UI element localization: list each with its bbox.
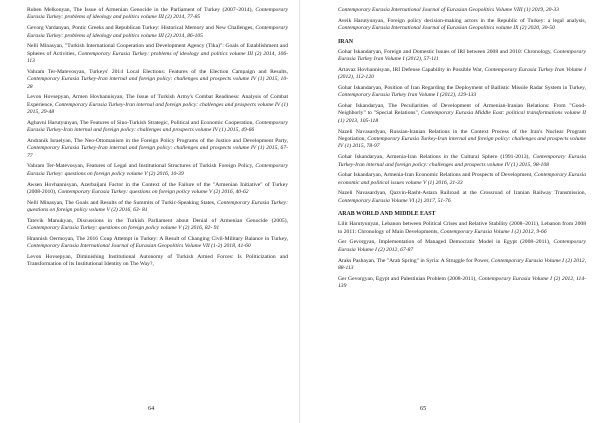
left-entry-list <box>27 7 288 272</box>
entry-author-title: Nazeli Navasardyan, Qazvin-Rasht-Astara Railroad at the Crossroad of Iranian Railway Transmission, <box>338 190 586 197</box>
entry-journal-citation: Contemporary Eurasia International Journal of Eurasian Geopolitics Volume VII (1-2) 2018, 41-60 <box>27 243 251 250</box>
entry-author-title: Gohar Iskandaryan, The Peculiarities of Development of Armenian-Iranian Relations: From "Good-Neighborly" to "Special Relations", <box>338 103 586 117</box>
entry-journal-citation: Contemporary Eurasia Volume VI (2) 2017, 51-76 <box>338 197 451 204</box>
entry-journal-citation: Contemporary Eurasia Turkey: questions on foreign policy volume V (2) 2016, 63- 81 <box>27 199 288 214</box>
entry-journal-citation: Contemporary Eurasia Turkey-Iran internal and foreign policy: challenges and prospects volume IV (1) 2015, 10-28 <box>27 76 288 90</box>
carryover-text: Contemporary Eurasia International Journal of Eurasian Geopolitics Volume VIII (1) 2019, 20-33 <box>338 7 559 13</box>
entry-journal-citation: Contemporary Eurasia Middle East: political transformations volume II (1) 2013, 105-118 <box>338 110 586 124</box>
entry-author-title: Levon Hovsepyan, Armen Hovhannisyan, The Issue of Turkish Army's Combat Readiness: Analysis of Combat Experience, <box>27 94 288 108</box>
bibliography-entry <box>338 103 586 125</box>
entry-author-title: Andranik Israelyan, The Neo-Ottomanism in the Foreign Policy Programs of the Justice and Development Party, <box>27 137 288 144</box>
bibliography-entry <box>338 172 586 187</box>
entry-journal-citation: Contemporary Eurasia Volume I (2) 2012, 9-66 <box>440 228 547 235</box>
bibliography-entry <box>27 69 288 91</box>
entry-author-title: Levon Hovsepyan, Diminishing Institutional Autonomy of Turkish Armed Forces: Is Politicization and Transformation of its Institutional Identity on The Way?, <box>27 253 288 268</box>
right-pre-entry-list <box>338 18 586 36</box>
bibliography-entry <box>338 190 586 205</box>
entry-author-title: Gohar Iskandaryan, Position of Iran Regarding the Deployment of Ballistic Missile Radar System in Turkey, <box>338 84 586 91</box>
entry-journal-citation: Contemporary Eurasia Turkey Iran Volume I (2012), 57-111 <box>338 48 586 63</box>
entry-author-title: Gohar Iskandaryan, Armenia-Iran Economic Relations and Prospects of Development, <box>338 172 535 179</box>
entry-author-title: Gohar Iskandaryan, Armenia-Iran Relations in the Cultural Sphere (1991-2013), <box>338 154 533 161</box>
entry-journal-citation: Contemporary Eurasia Turkey Iran Volume I (2012), 112-120 <box>338 66 586 81</box>
right-page <box>300 0 600 423</box>
bibliography-entry <box>338 49 586 64</box>
bibliography-entry <box>27 25 288 40</box>
entry-journal-citation: Contemporary Eurasia Turkey: problems of ideology and politics volume III (2) 2014, 106-113 <box>27 50 288 65</box>
arab-section-heading: ARAB WORLD AND MIDDLE EAST <box>338 211 436 218</box>
entry-journal-citation: Contemporary Eurasia Turkey: questions on foreign policy volume V (2) 2016, 40-62 <box>57 189 249 196</box>
entry-author-title: Gohar Iskandaryan, Foreign and Domestic Issues of IRI between 2008 and 2010: Chronology, <box>338 48 554 55</box>
entry-author-title: Hrannish Oermoyan, The 2016 Coup Attempt in Turkey: A Result of Changing Civil-Military Balance in Turkey, <box>27 235 288 242</box>
entry-author-title: Tatevik Manukyan, Discussions in the Turkish Parliament about Denial of Armenian Genocide (2005), <box>27 217 288 224</box>
entry-author-title: Aghavni Harutyunyan, The Features of Sino-Turkish Strategic, Political and Economic Cooperation, <box>27 119 256 126</box>
bibliography-entry <box>27 254 288 269</box>
entry-journal-citation: Contemporary Eurasia International Journal of Eurasian Geopolitics volume IX (2) 2020, 30-50 <box>338 25 555 32</box>
bibliography-entry <box>338 18 586 33</box>
entry-journal-citation: Contemporary Eurasia Turkey-Iran internal and foreign policy: challenges and prospects volume IV (1) 2015, 78-97 <box>338 136 586 150</box>
entry-journal-citation: Contemporary Eurasia Turkey Iran Volume I (2012), 129-133 <box>338 92 477 99</box>
entry-journal-citation: Contemporary Eurasia Volume I (2) 2012, 67-87 <box>338 239 586 253</box>
entry-author-title: Gevorg Vardanyan, Pontic Greeks and Republican Turkey: Historical Memory and New Challenges, <box>27 25 256 32</box>
bibliography-entry <box>338 67 586 82</box>
bibliography-entry <box>27 120 288 135</box>
bibliography-entry <box>27 43 288 65</box>
bibliography-entry <box>338 154 586 169</box>
bibliography-entry <box>27 200 288 215</box>
bibliography-entry <box>27 182 288 197</box>
entry-author-title: Nelli Minasyan, The Goals and Results of the Summits of Turkic-Speaking States, <box>27 199 218 206</box>
bibliography-entry <box>338 276 586 291</box>
iran-section-heading: IRAN <box>338 38 354 45</box>
entry-journal-citation: Contemporary Eurasia Turkey-Iran internal and foreign policy: challenges and prospects volume IV (1) 2015, 49-66 <box>27 119 288 134</box>
entry-journal-citation: Contemporary Eurasia Turkey-Iran internal and foreign policy: challenges and prospects volume IV (1) 2015, 67-77 <box>27 145 288 159</box>
carryover-entry <box>338 7 586 14</box>
entry-author-title: Ruben Melkonyan, The Issue of Armenian Genocide in the Parliament of Turkey (2007–2014), <box>27 7 256 13</box>
bibliography-entry <box>27 138 288 160</box>
bibliography-entry <box>27 218 288 233</box>
bibliography-entry <box>27 7 288 22</box>
entry-author-title: Artavaz Hovhannisyan, IRI Defense Capability in Possible War, <box>338 66 485 73</box>
bibliography-entry <box>338 239 586 254</box>
entry-journal-citation: Contemporary Eurasia Turkey: problems of ideology and politics volume III (2) 2014, 86-105 <box>27 25 288 39</box>
entry-journal-citation: Contemporary Eurasia economic and political issues volume V (1) 2016, 21-33 <box>338 172 586 186</box>
bibliography-entry <box>27 94 288 116</box>
left-page-number: 64 <box>148 405 155 412</box>
bibliography-entry <box>27 163 288 178</box>
entry-author-title: Vahram Ter-Matevosyan, Features of Legal and Institutional Structures of Turkish Foreign Policy, <box>27 163 256 170</box>
entry-journal-citation: Contemporary Eurasia Volume I (2) 2012, 114-139 <box>338 275 586 290</box>
iran-entry-list <box>338 49 586 209</box>
bibliography-entry <box>338 221 586 236</box>
entry-author-title: Araks Pashayan, The "Arab Spring" in Syria: A Struggle for Power, <box>338 257 492 264</box>
entry-journal-citation: Contemporary Eurasia Turkey-Iran internal and foreign policy: challenges and prospects volume IV (1) 2015, 29-48 <box>27 101 289 116</box>
entry-journal-citation: Contemporary Eurasia Turkey-Iran internal and foreign policy: challenges and prospects volume IV (1) 2015, 98-108 <box>338 154 586 168</box>
right-page-number: 65 <box>420 405 427 412</box>
bibliography-entry <box>27 236 288 251</box>
entry-author-title: Ger Gevorgyan, Egypt and Palestinian Problem (2008-2011), <box>338 275 479 282</box>
bibliography-entry <box>338 85 586 100</box>
entry-journal-citation: Contemporary Eurasia Turkey: questions on foreign policy volume V (2) 2016, 82- 91 <box>27 225 220 232</box>
entry-author-title: Vahram Ter-Matevosyan, Turkeys' 2014 Local Elections: Features of the Election Campaign and Results, <box>27 68 288 75</box>
bibliography-entry <box>338 258 586 273</box>
entry-author-title: Awsen Hovhannisyan, Azerbaijani Factor in the Context of the Failure of the "Armenian Initiative" of Turkey (2008-2010), <box>27 181 288 196</box>
entry-author-title: Aveik Harutyunyan, Foreign policy decision-making actors in the Republic of Turkey: a legal analysis, <box>338 17 586 24</box>
entry-author-title: Lilit Harutyunyan, Lebanon between Political Crises and Relative Stability (2008–2011), Lebanon from 2008 to 2011: Chronology of Main Developments, <box>338 221 586 235</box>
entry-journal-citation: Contemporary Eurasia Turkey: problems of ideology and politics volume III (2) 2014, 77-85 <box>27 7 288 21</box>
entry-author-title: Nazeli Navasardyan, Russian-Iranian Relations in the Context Process of the Iran's Nuclear Program Negotiation, <box>338 128 586 143</box>
entry-journal-citation: Contemporary Eurasia Volume I (2) 2012, 88-113 <box>338 257 586 272</box>
entry-journal-citation: Contemporary Eurasia Turkey: questions on foreign policy volume V (2) 2016, 10-39 <box>27 163 288 177</box>
entry-author-title: Ger Gevorgyan, Implementation of Managed Democratic Model in Egypt (2008–2011), <box>338 239 554 246</box>
bibliography-entry <box>338 129 586 151</box>
arab-entry-list <box>338 221 586 293</box>
entry-author-title: Nelli Minasyan, "Turkish International Cooperation and Development Agency (Tika)": Goals of Establishment and Spheres of Activities, <box>27 43 288 57</box>
